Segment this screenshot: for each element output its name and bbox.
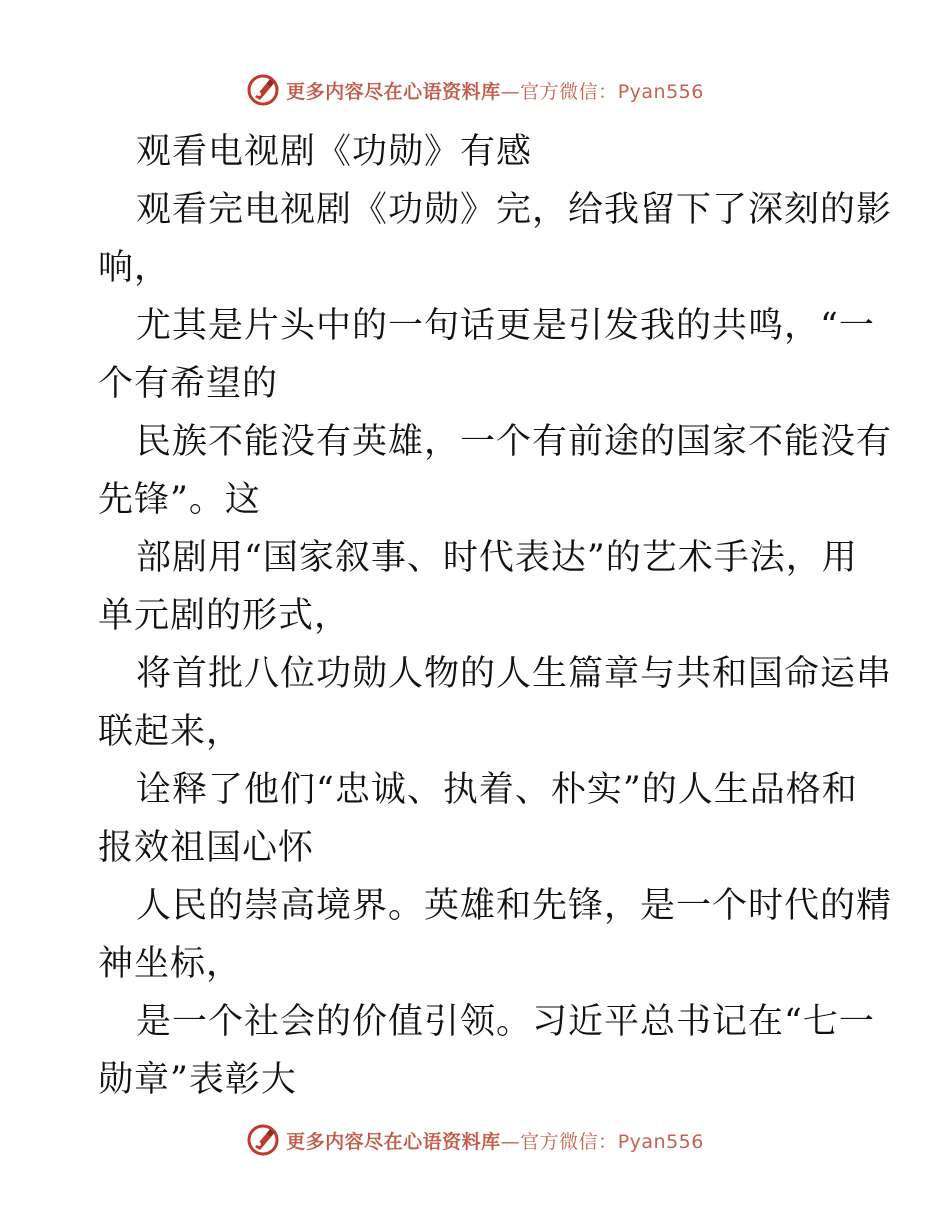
text-line: 民族不能没有英雄，一个有前途的国家不能没有 xyxy=(136,422,893,462)
text-line: 勋章”表彰大 xyxy=(98,1060,297,1100)
text-line: 人民的崇高境界。英雄和先锋，是一个时代的精 xyxy=(136,886,893,926)
header-separator: — xyxy=(500,80,521,103)
footer-banner-text xyxy=(286,1127,704,1154)
footer-separator: — xyxy=(500,1130,521,1153)
text-line: 神坐标， xyxy=(98,944,243,984)
text-line: 将首批八位功勋人物的人生篇章与共和国命运串 xyxy=(136,654,893,694)
document-body xyxy=(98,123,893,1109)
text-line: 个有希望的 xyxy=(98,364,279,404)
pen-nib-logo-icon xyxy=(246,1123,280,1157)
text-line: 响， xyxy=(98,248,171,288)
text-line: 观看完电视剧《功勋》完，给我留下了深刻的影 xyxy=(136,190,893,230)
text-line: 报效祖国心怀 xyxy=(98,828,315,868)
text-line: 单元剧的形式， xyxy=(98,596,351,636)
text-line: 尤其是片头中的一句话更是引发我的共鸣，“一 xyxy=(136,306,875,346)
header-wechat-id: Pyan556 xyxy=(617,80,704,103)
text-line: 部剧用“国家叙事、时代表达”的艺术手法，用 xyxy=(136,538,858,578)
text-line: 先锋”。这 xyxy=(98,480,261,520)
footer-wechat-id: Pyan556 xyxy=(617,1130,704,1153)
header-main-text: 更多内容尽在心语资料库 xyxy=(286,80,501,103)
header-banner xyxy=(0,70,950,110)
text-line: 是一个社会的价值引领。习近平总书记在“七一 xyxy=(136,1002,875,1042)
pen-nib-logo-icon xyxy=(246,73,280,107)
text-line: 诠释了他们“忠诚、执着、朴实”的人生品格和 xyxy=(136,770,858,810)
document-title: 观看电视剧《功勋》有感 xyxy=(136,132,533,172)
header-wechat-label: 官方微信： xyxy=(520,80,618,103)
footer-wechat-label: 官方微信： xyxy=(520,1130,618,1153)
footer-banner xyxy=(0,1120,950,1160)
text-line: 联起来， xyxy=(98,712,243,752)
header-banner-text xyxy=(286,77,704,104)
footer-main-text: 更多内容尽在心语资料库 xyxy=(286,1130,501,1153)
